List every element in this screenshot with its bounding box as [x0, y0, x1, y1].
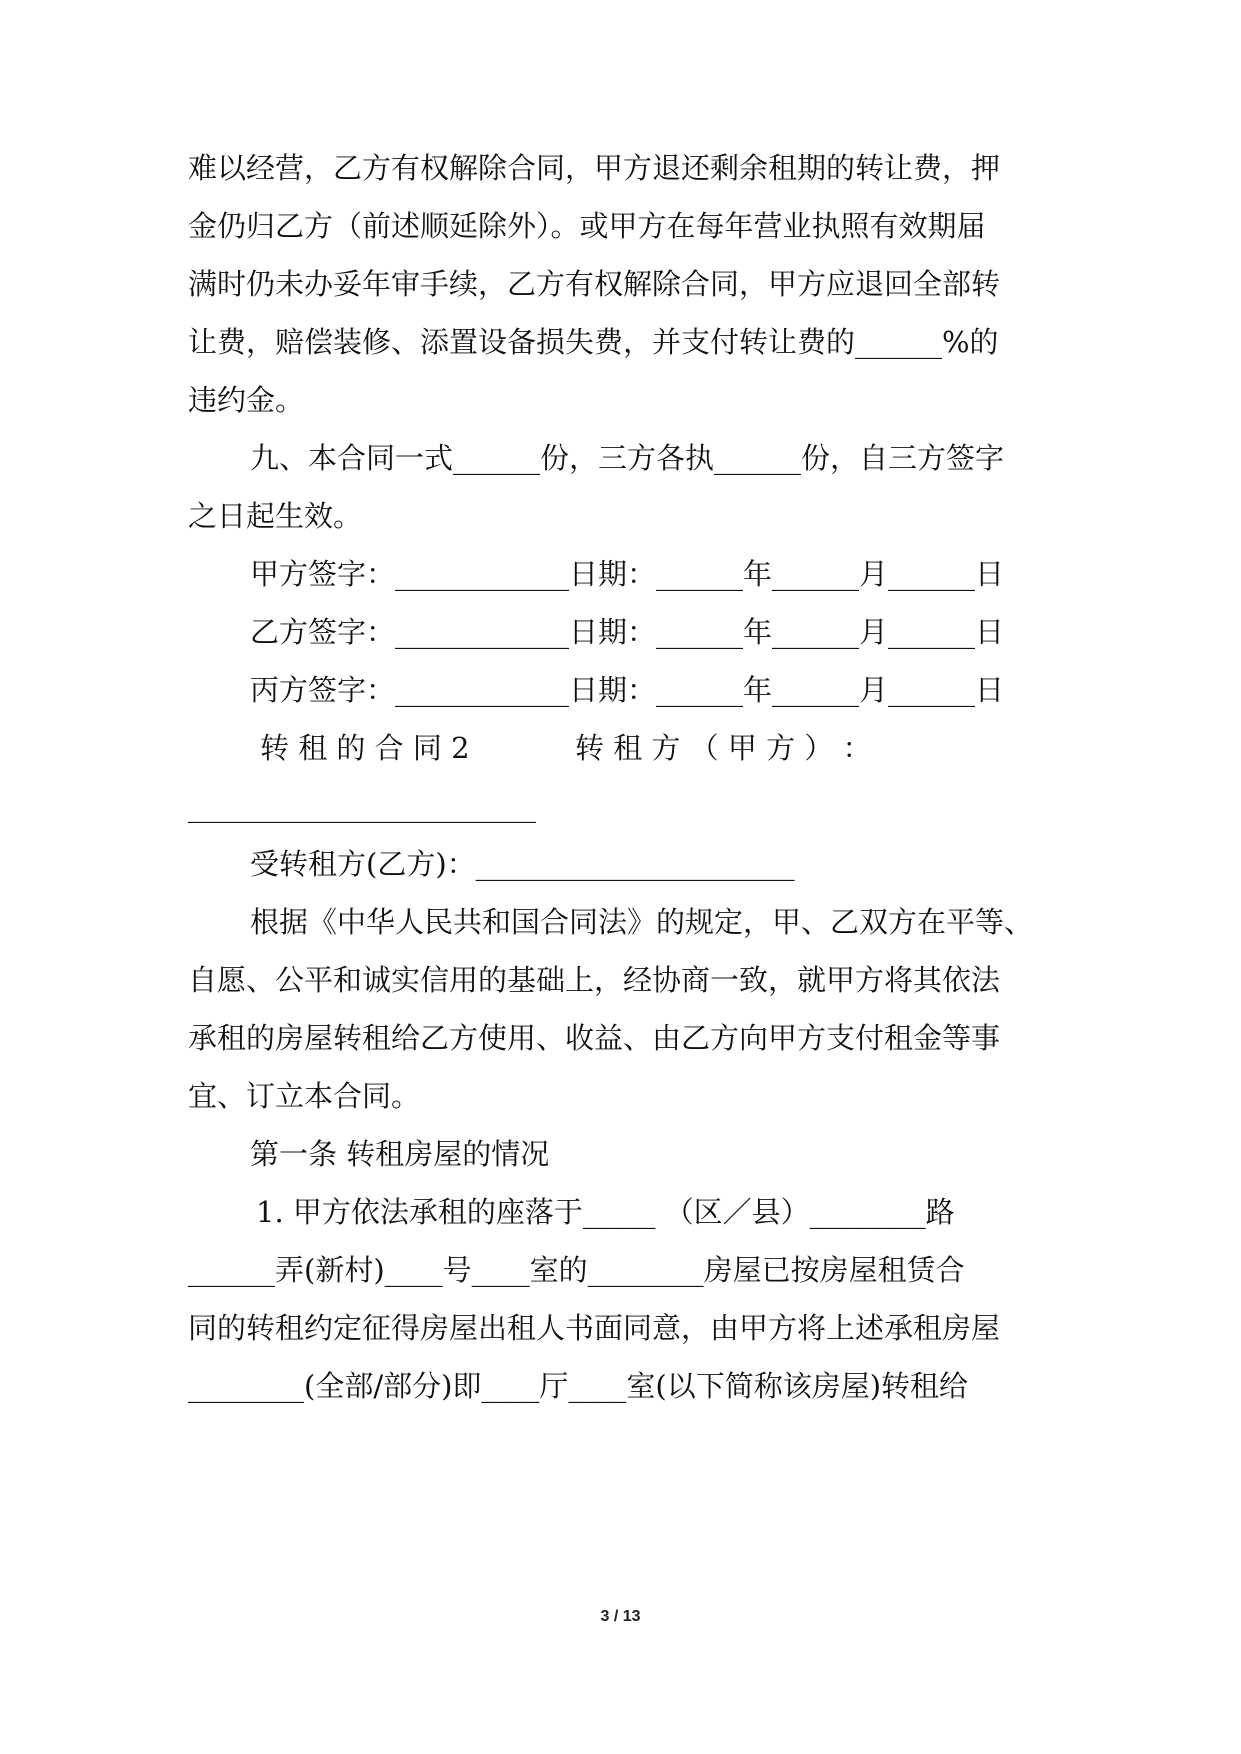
- party-b-signature-line: 乙方签字：____________日期：______年______月______日: [250, 615, 1005, 649]
- paragraph-line: 满时仍未办妥年审手续，乙方有权解除合同，甲方应退回全部转: [188, 267, 1001, 301]
- party-c-signature-line: 丙方签字：____________日期：______年______月______日: [250, 673, 1005, 707]
- paragraph-line: 难以经营，乙方有权解除合同，甲方退还剩余租期的转让费，押: [188, 151, 1001, 185]
- sublessee-line: 受转租方(乙方)：______________________: [250, 847, 795, 881]
- paragraph-line: 让费，赔偿装修、添置设备损失费，并支付转让费的______%的: [188, 325, 999, 359]
- paragraph-line: 违约金。: [188, 383, 305, 417]
- article-one-line: ______弄(新村)____号____室的________房屋已按房屋租赁合: [188, 1253, 965, 1287]
- page-number: 3 / 13: [600, 1608, 641, 1625]
- sublessor-blank-line: ________________________: [188, 789, 536, 823]
- contract-heading-line: 转 租 的 合 同 2 转 租 方 （ 甲 方 ） ：: [260, 731, 872, 765]
- preamble-line: 自愿、公平和诚实信用的基础上，经协商一致，就甲方将其依法: [188, 963, 1001, 997]
- article-one-line: 同的转租约定征得房屋出租人书面同意，由甲方将上述承租房屋: [188, 1311, 1001, 1345]
- clause-nine-line: 之日起生效。: [188, 499, 363, 533]
- paragraph-line: 金仍归乙方（前述顺延除外）。或甲方在每年营业执照有效期届: [188, 209, 986, 243]
- article-one-line: 1. 甲方依法承租的座落于_____ （区／县）________路: [256, 1195, 955, 1229]
- article-one-line: ________(全部/部分)即____厅____室(以下简称该房屋)转租给: [188, 1369, 969, 1403]
- party-a-signature-line: 甲方签字：____________日期：______年______月______日: [250, 557, 1005, 591]
- clause-nine-line: 九、本合同一式______份，三方各执______份，自三方签字: [250, 441, 1005, 475]
- article-one-heading: 第一条 转租房屋的情况: [250, 1137, 550, 1171]
- preamble-line: 宜、订立本合同。: [188, 1079, 421, 1113]
- preamble-line: 承租的房屋转租给乙方使用、收益、由乙方向甲方支付租金等事: [188, 1021, 1001, 1055]
- preamble-line: 根据《中华人民共和国合同法》的规定，甲、乙双方在平等、: [250, 905, 1034, 939]
